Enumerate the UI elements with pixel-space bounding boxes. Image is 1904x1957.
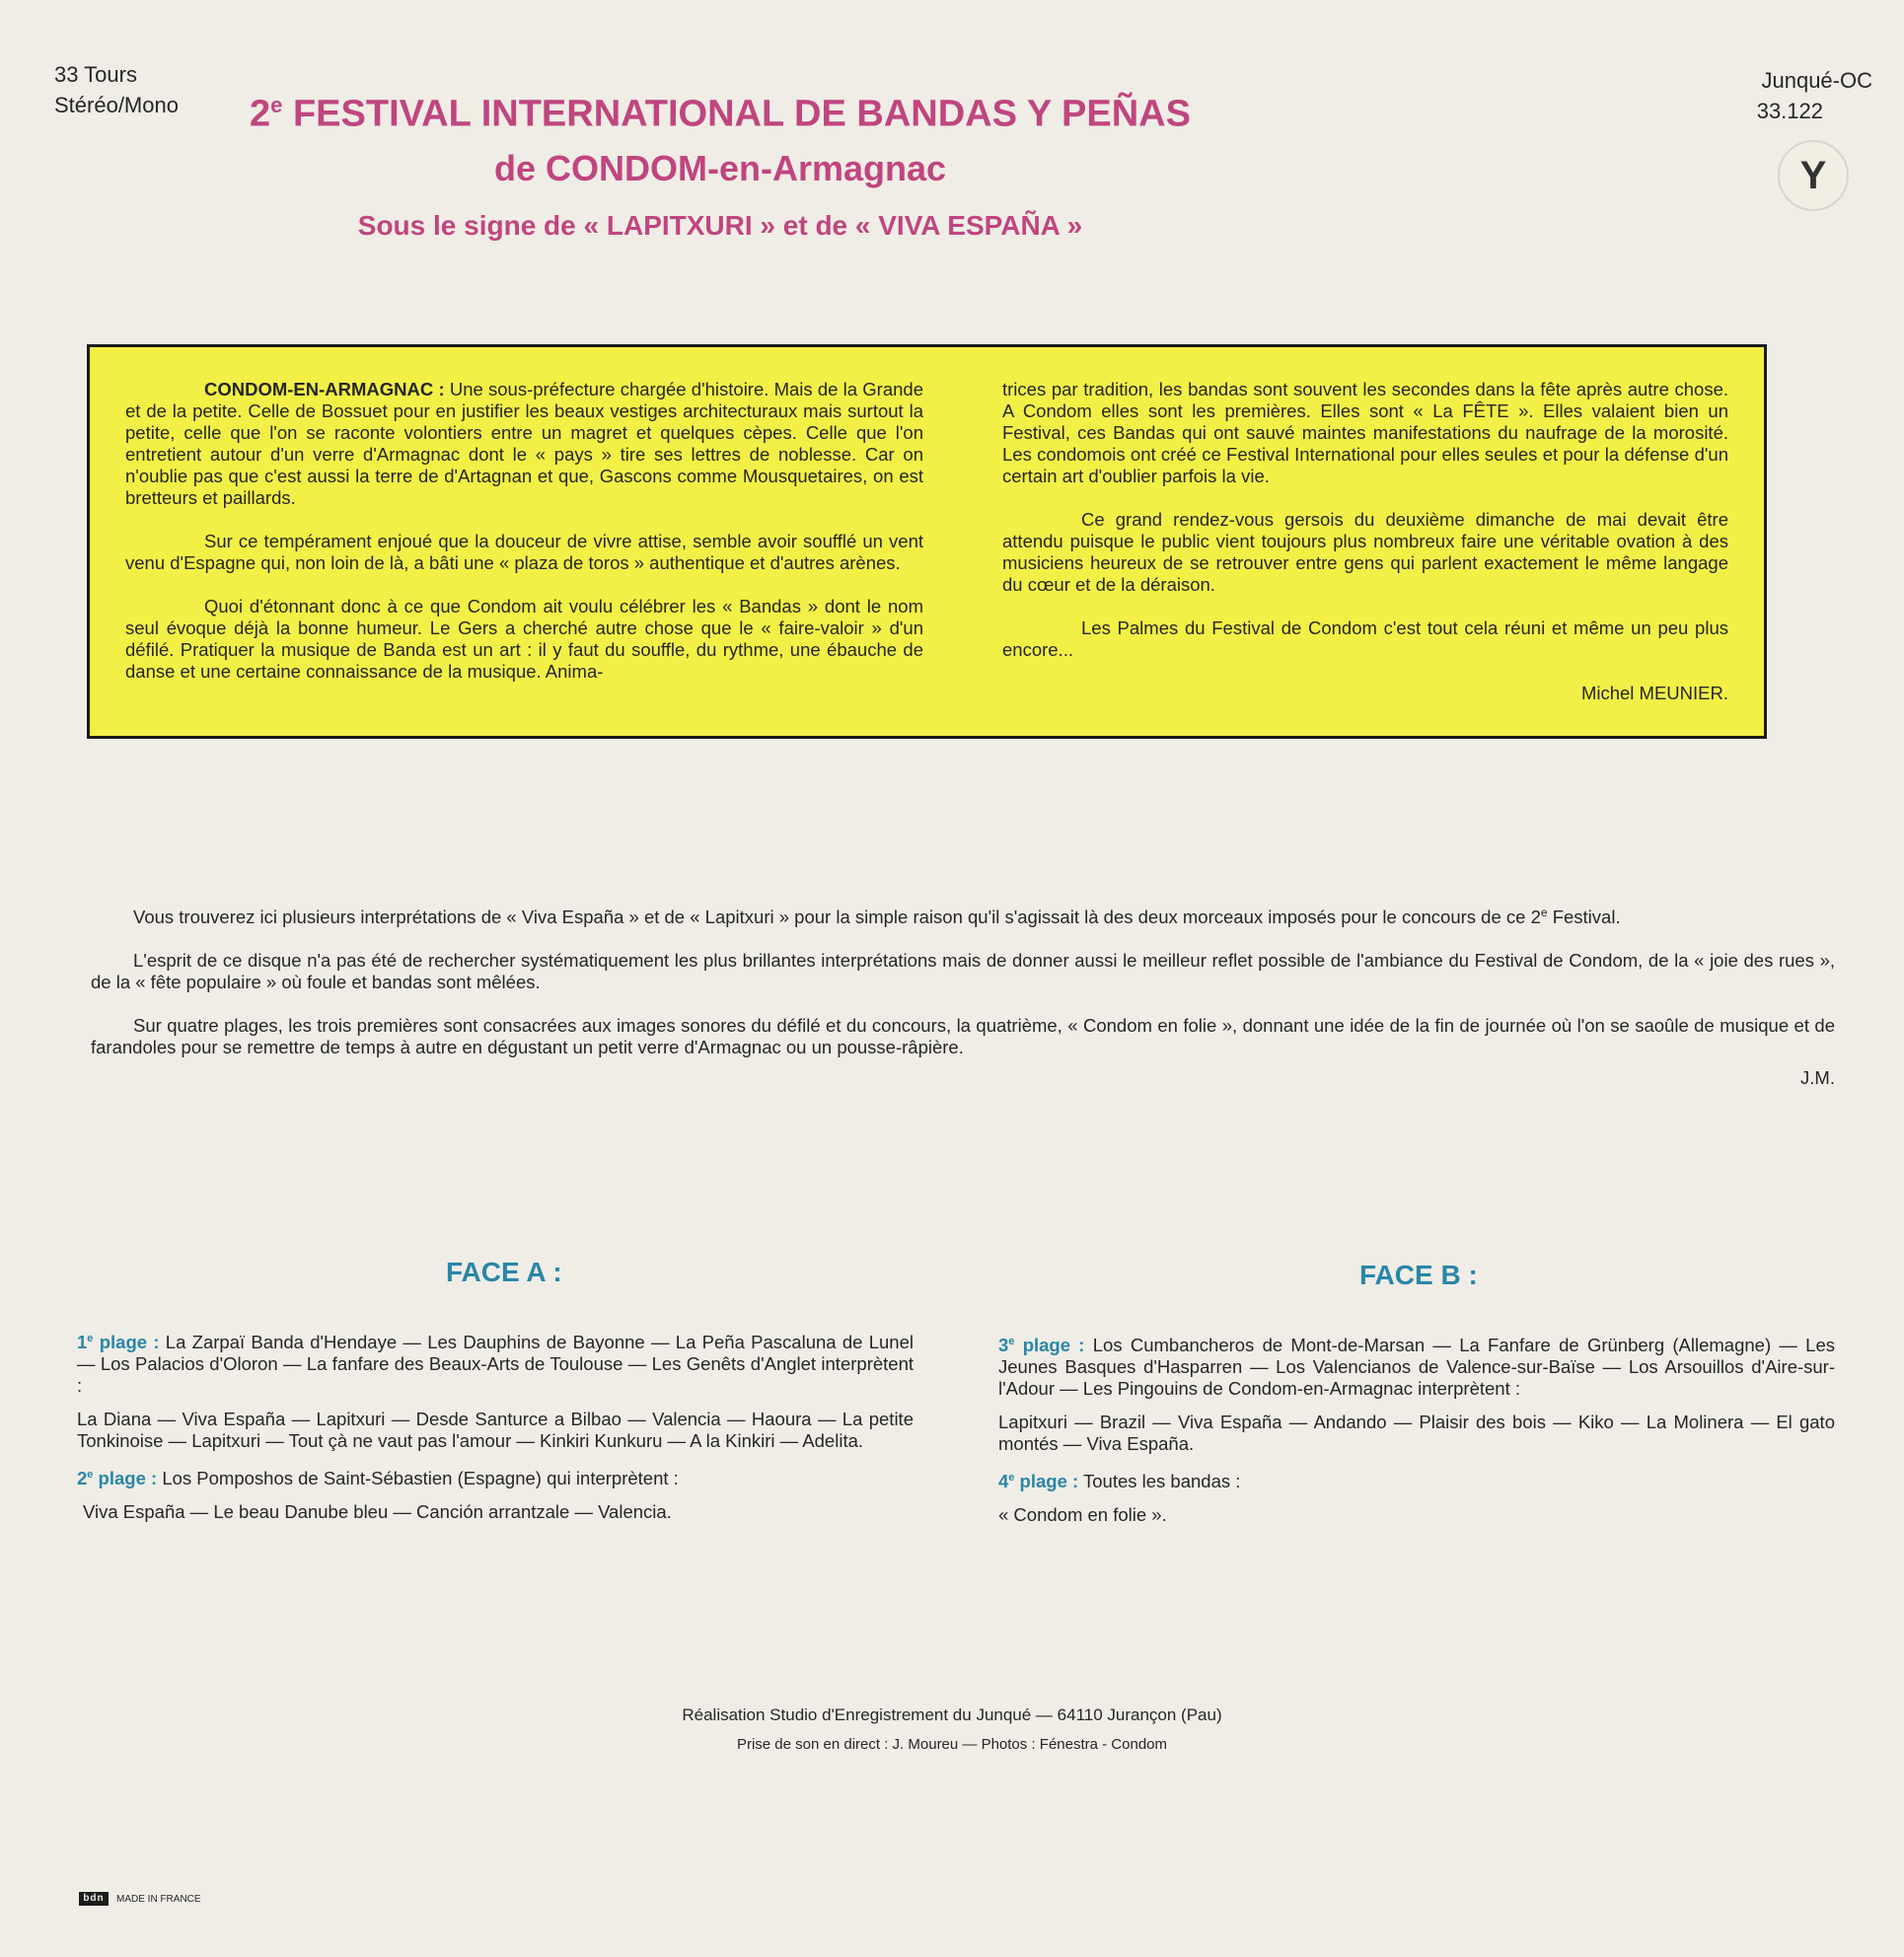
plage-2-titles: Viva España — Le beau Danube bleu — Canción arrantzale — Valencia. — [83, 1501, 672, 1523]
plage-2-label: 2e plage : — [77, 1468, 158, 1489]
intro-text-part: Festival. — [1547, 906, 1621, 928]
plage-4-titles: « Condom en folie ». — [998, 1504, 1167, 1526]
liner-paragraph: Ce grand rendez-vous gersois du deuxième dimanche de mai devait être attendu puisque le public vient toujours plus nombreux faire une véritable ovation à des musiciens heureux de se retrouver entre gens qui parlent exactement le même langage du cœur et de la déraison. — [1002, 509, 1728, 595]
main-title — [0, 93, 1440, 136]
liner-notes-right-column — [1002, 379, 1728, 704]
made-in-france: MADE IN FRANCE — [116, 1894, 201, 1905]
intro-initials: J.M. — [1800, 1067, 1835, 1088]
plage-3-bands-text: Los Cumbancheros de Mont-de-Marsan — La Fanfare de Grünberg (Allemagne) — Les Jeunes Basques d'Hasparren — Los Valencianos de Valence-sur-Baïse — Los Arsouillos d'Aire-sur-l'Adour — Les Pingouins de Condom-en-Armagnac interprètent : — [998, 1335, 1835, 1400]
liner-paragraph: Les Palmes du Festival de Condom c'est tout cela réuni et même un peu plus encore... — [1002, 617, 1728, 660]
face-b-tracklist — [998, 1331, 1835, 1538]
title-rest: FESTIVAL INTERNATIONAL DE BANDAS Y PEÑAS — [282, 93, 1191, 135]
plage-1-bands-text: La Zarpaï Banda d'Hendaye — Les Dauphins de Bayonne — La Peña Pascaluna de Lunel — Los Palacios d'Oloron — La fanfare des Beaux-Arts de Toulouse — Les Genêts d'Anglet interprètent : — [77, 1332, 914, 1397]
intro-sup: e — [1540, 906, 1548, 919]
liner-paragraph: trices par tradition, les bandas sont souvent les secondes dans la fête après autre chose. A Condom elles sont les premières. Elles sont « La FÊTE ». Elles valaient bien un Festival, ces Bandas qui ont sauvé maintes manifestations du naufrage de la morosité. Les condomois ont créé ce Festival International pour elles seules et pour la défense d'un certain art d'oublier parfois la vie. — [1002, 379, 1728, 486]
title-number: 2 — [250, 93, 271, 135]
label-info — [1757, 65, 1872, 126]
record-label: Junqué-OC — [1761, 68, 1872, 93]
title-sup: e — [270, 93, 283, 117]
liner-notes-left-column — [125, 379, 923, 683]
liner-signature: Michel MEUNIER. — [1580, 683, 1728, 703]
face-b-heading: FACE B : — [1359, 1260, 1478, 1290]
face-a-tracklist — [77, 1328, 914, 1535]
format-channels: Stéréo/Mono — [54, 93, 179, 117]
intro-text — [91, 902, 1835, 1080]
y-badge: Y — [1778, 140, 1849, 211]
face-a-heading: FACE A : — [446, 1257, 562, 1287]
plage-4-bands-text: Toutes les bandas : — [1078, 1471, 1241, 1492]
liner-text: Une sous-préfecture chargée d'histoire. Mais de la Grande et de la petite. Celle de Bossuet pour en justifier les beaux vestiges architecturaux mais surtout la petite, celle que l'on se raconte volontiers entre un magret et quelques cèpes. Celle que l'on entretient autour d'un verre d'Armagnac dont le « pays » tire ses lettres de noblesse. Car on n'oublie pas que c'est aussi la terre de d'Artagnan et que, Gascons comme Mousquetaires, on est bretteurs et paillards. — [125, 379, 923, 508]
plage-4-label: 4e plage : — [998, 1471, 1079, 1492]
tagline: Sous le signe de « LAPITXURI » et de « VIVA ESPAÑA » — [357, 210, 1083, 241]
intro-paragraph — [91, 902, 1835, 928]
liner-notes-box — [87, 344, 1767, 739]
intro-text-part: Vous trouverez ici plusieurs interprétations de « Viva España » et de « Lapitxuri » pour la simple raison qu'il s'agissait là des deux morceaux imposés pour le concours de ce 2 — [133, 906, 1541, 928]
plage-1-bands — [77, 1328, 914, 1397]
plage-3-bands — [998, 1331, 1835, 1400]
recording-credit: Prise de son en direct : J. Moureu — Photos : Fénestra - Condom — [736, 1736, 1168, 1753]
publisher-logo: bdn — [79, 1892, 109, 1906]
intro-paragraph: Sur quatre plages, les trois premières sont consacrées aux images sonores du défilé et du concours, la quatrième, « Condom en folie », donnant une idée de la fin de journée où l'on se saoûle de musique et de farandoles pour se remettre de temps à autre en dégustant un petit verre d'Armagnac ou un pousse-râpière. — [91, 1015, 1835, 1058]
place-heading: CONDOM-EN-ARMAGNAC : — [204, 379, 445, 399]
liner-paragraph: Quoi d'étonnant donc à ce que Condom ait voulu célébrer les « Bandas » dont le nom seul évoque déjà la bonne humeur. Le Gers a cherché autre chose que le « faire-valoir » d'un défilé. Pratiquer la musique de Banda est un art : il y faut du souffle, du rythme, une ébauche de danse et une certaine connaissance de la musique. Anima- — [125, 596, 923, 682]
plage-2-bands-text: Los Pomposhos de Saint-Sébastien (Espagne) qui interprètent : — [157, 1468, 679, 1489]
plage-4-bands — [998, 1467, 1835, 1492]
studio-credit: Réalisation Studio d'Enregistrement du Junqué — 64110 Jurançon (Pau) — [682, 1705, 1222, 1724]
plage-2-bands — [77, 1464, 914, 1489]
plage-1-titles: La Diana — Viva España — Lapitxuri — Desde Santurce a Bilbao — Valencia — Haoura — La petite Tonkinoise — Lapitxuri — Tout çà ne vaut pas l'amour — Kinkiri Kunkuru — A la Kinkiri — Adelita. — [77, 1409, 914, 1452]
plage-3-label: 3e plage : — [998, 1335, 1085, 1356]
liner-paragraph — [125, 379, 923, 509]
subtitle: de CONDOM-en-Armagnac — [493, 148, 947, 188]
catalog-number: 33.122 — [1756, 99, 1823, 123]
format-speed: 33 Tours — [54, 62, 137, 87]
intro-paragraph: L'esprit de ce disque n'a pas été de rechercher systématiquement les plus brillantes interprétations mais de donner aussi le meilleur reflet possible de l'ambiance du Festival de Condom, de la « joie des rues », de la « fête populaire » où foule et bandas sont mêlées. — [91, 950, 1835, 993]
plage-3-titles: Lapitxuri — Brazil — Viva España — Andando — Plaisir des bois — Kiko — La Molinera — El gato montés — Viva España. — [998, 1412, 1835, 1455]
plage-1-label: 1e plage : — [77, 1332, 160, 1353]
liner-paragraph: Sur ce tempérament enjoué que la douceur de vivre attise, semble avoir soufflé un vent venu d'Espagne qui, non loin de là, a bâti une « plaza de toros » authentique et d'autres arènes. — [125, 531, 923, 573]
